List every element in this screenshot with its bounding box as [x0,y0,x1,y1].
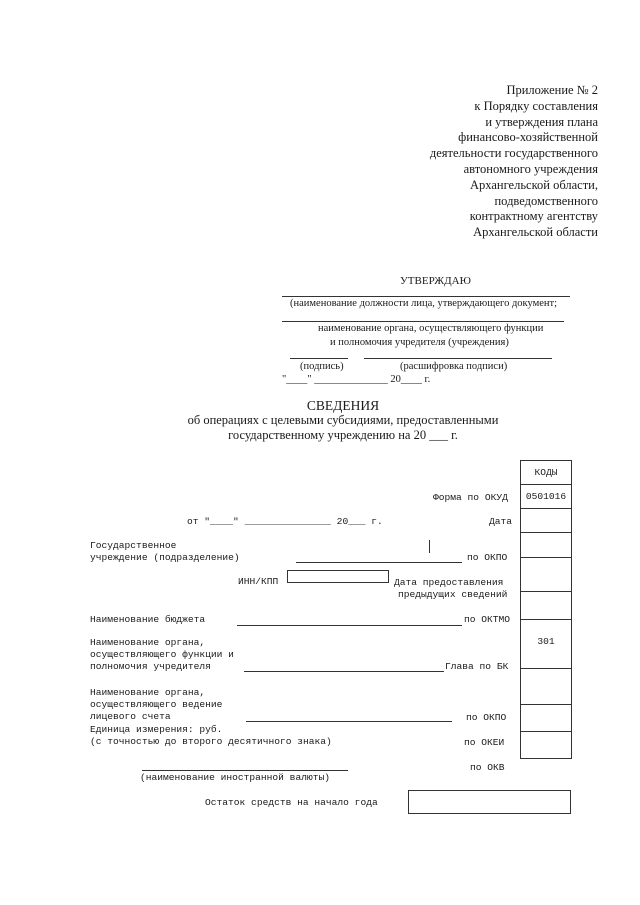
signature-line [290,358,348,359]
appendix-line: автономного учреждения [463,161,598,176]
appendix-line: Архангельской области, [469,177,598,192]
appendix-line: Архангельской области [473,225,598,240]
document-title: СВЕДЕНИЯ [306,398,380,413]
balance-label: Остаток средств на начало года [205,797,378,808]
form-okud-label: Форма по ОКУД [433,492,508,503]
founder-label-2: осуществляющего функции и [90,649,234,660]
account-label-3: лицевого счета [90,711,171,722]
appendix-note [430,83,598,241]
appendix-line: и утверждения плана [485,114,598,129]
okud-code: 0501016 [521,485,571,509]
okpo-label: по ОКПО [467,552,508,563]
okpo-code-cell-2[interactable] [521,669,571,705]
founder-label-3: полномочия учредителя [90,661,211,672]
document-subtitle-2: государственному учреждению на 20 ___ г. [228,428,458,442]
glava-code: 301 [521,620,571,669]
currency-field[interactable] [142,770,348,771]
glava-label: Глава по БК [445,661,509,672]
approval-title: УТВЕРЖДАЮ [400,275,471,287]
institution-label-2: учреждение (подразделение) [90,552,240,563]
appendix-line: к Порядку составления [474,98,598,113]
document-subtitle-1: об операциях с целевыми субсидиями, предоставленными [187,413,499,427]
appendix-line: финансово-хозяйственной [458,130,598,145]
approval-org-line [282,321,564,322]
institution-field[interactable] [296,562,462,563]
text-cursor [429,540,430,553]
report-date-row: от "____" _______________ 20___ г. [187,516,383,527]
codes-table [520,460,572,759]
prev-date-code-cell[interactable] [521,558,571,592]
founder-field[interactable] [244,671,444,672]
prev-date-label-2: предыдущих сведений [398,589,508,600]
signature-caption: (подпись) [300,361,344,372]
founder-label-1: Наименование органа, [90,637,206,648]
budget-label: Наименование бюджета [90,614,206,625]
okpo-code-cell[interactable] [521,533,571,558]
signature-decode-line [364,358,552,359]
appendix-line: Приложение № 2 [506,83,598,97]
okpo-label-2: по ОКПО [466,712,507,723]
oktmo-label: по ОКТМО [464,614,511,625]
unit-label-1: Единица измерения: руб. [90,724,223,735]
balance-field[interactable] [408,790,571,814]
budget-field[interactable] [237,625,462,626]
currency-caption: (наименование иностранной валюты) [140,772,330,783]
unit-label-2: (с точностью до второго десятичного знака) [90,736,332,747]
inn-label: ИНН/КПП [238,576,279,587]
approval-position-caption: (наименование должности лица, утверждающего документ; [290,298,558,309]
prev-date-label-1: Дата предоставления [394,577,504,588]
institution-label-1: Государственное [90,540,177,551]
okei-code-cell[interactable] [521,705,571,732]
okv-label: по ОКВ [470,762,505,773]
date-code-cell[interactable] [521,509,571,533]
oktmo-code-cell[interactable] [521,592,571,620]
account-label-1: Наименование органа, [90,687,206,698]
signature-decode-caption: (расшифровка подписи) [400,361,508,372]
date-label: Дата [489,516,513,527]
appendix-line: деятельности государственного [429,146,598,161]
approval-position-line [282,296,570,297]
approval-date: "____" ______________ 20____ г. [282,374,431,385]
approval-org-caption-2: и полномочия учредителя (учреждения) [330,337,509,348]
appendix-line: подведомственного [494,193,598,208]
approval-org-caption-1: наименование органа, осуществляющего функции [318,323,544,334]
codes-header: КОДЫ [521,461,571,485]
okv-code-cell[interactable] [521,732,571,758]
appendix-line: контрактному агентству [469,209,598,224]
inn-kpp-field[interactable] [287,570,389,583]
account-label-2: осуществляющего ведение [90,699,223,710]
okei-label: по ОКЕИ [464,737,505,748]
account-field[interactable] [246,721,452,722]
